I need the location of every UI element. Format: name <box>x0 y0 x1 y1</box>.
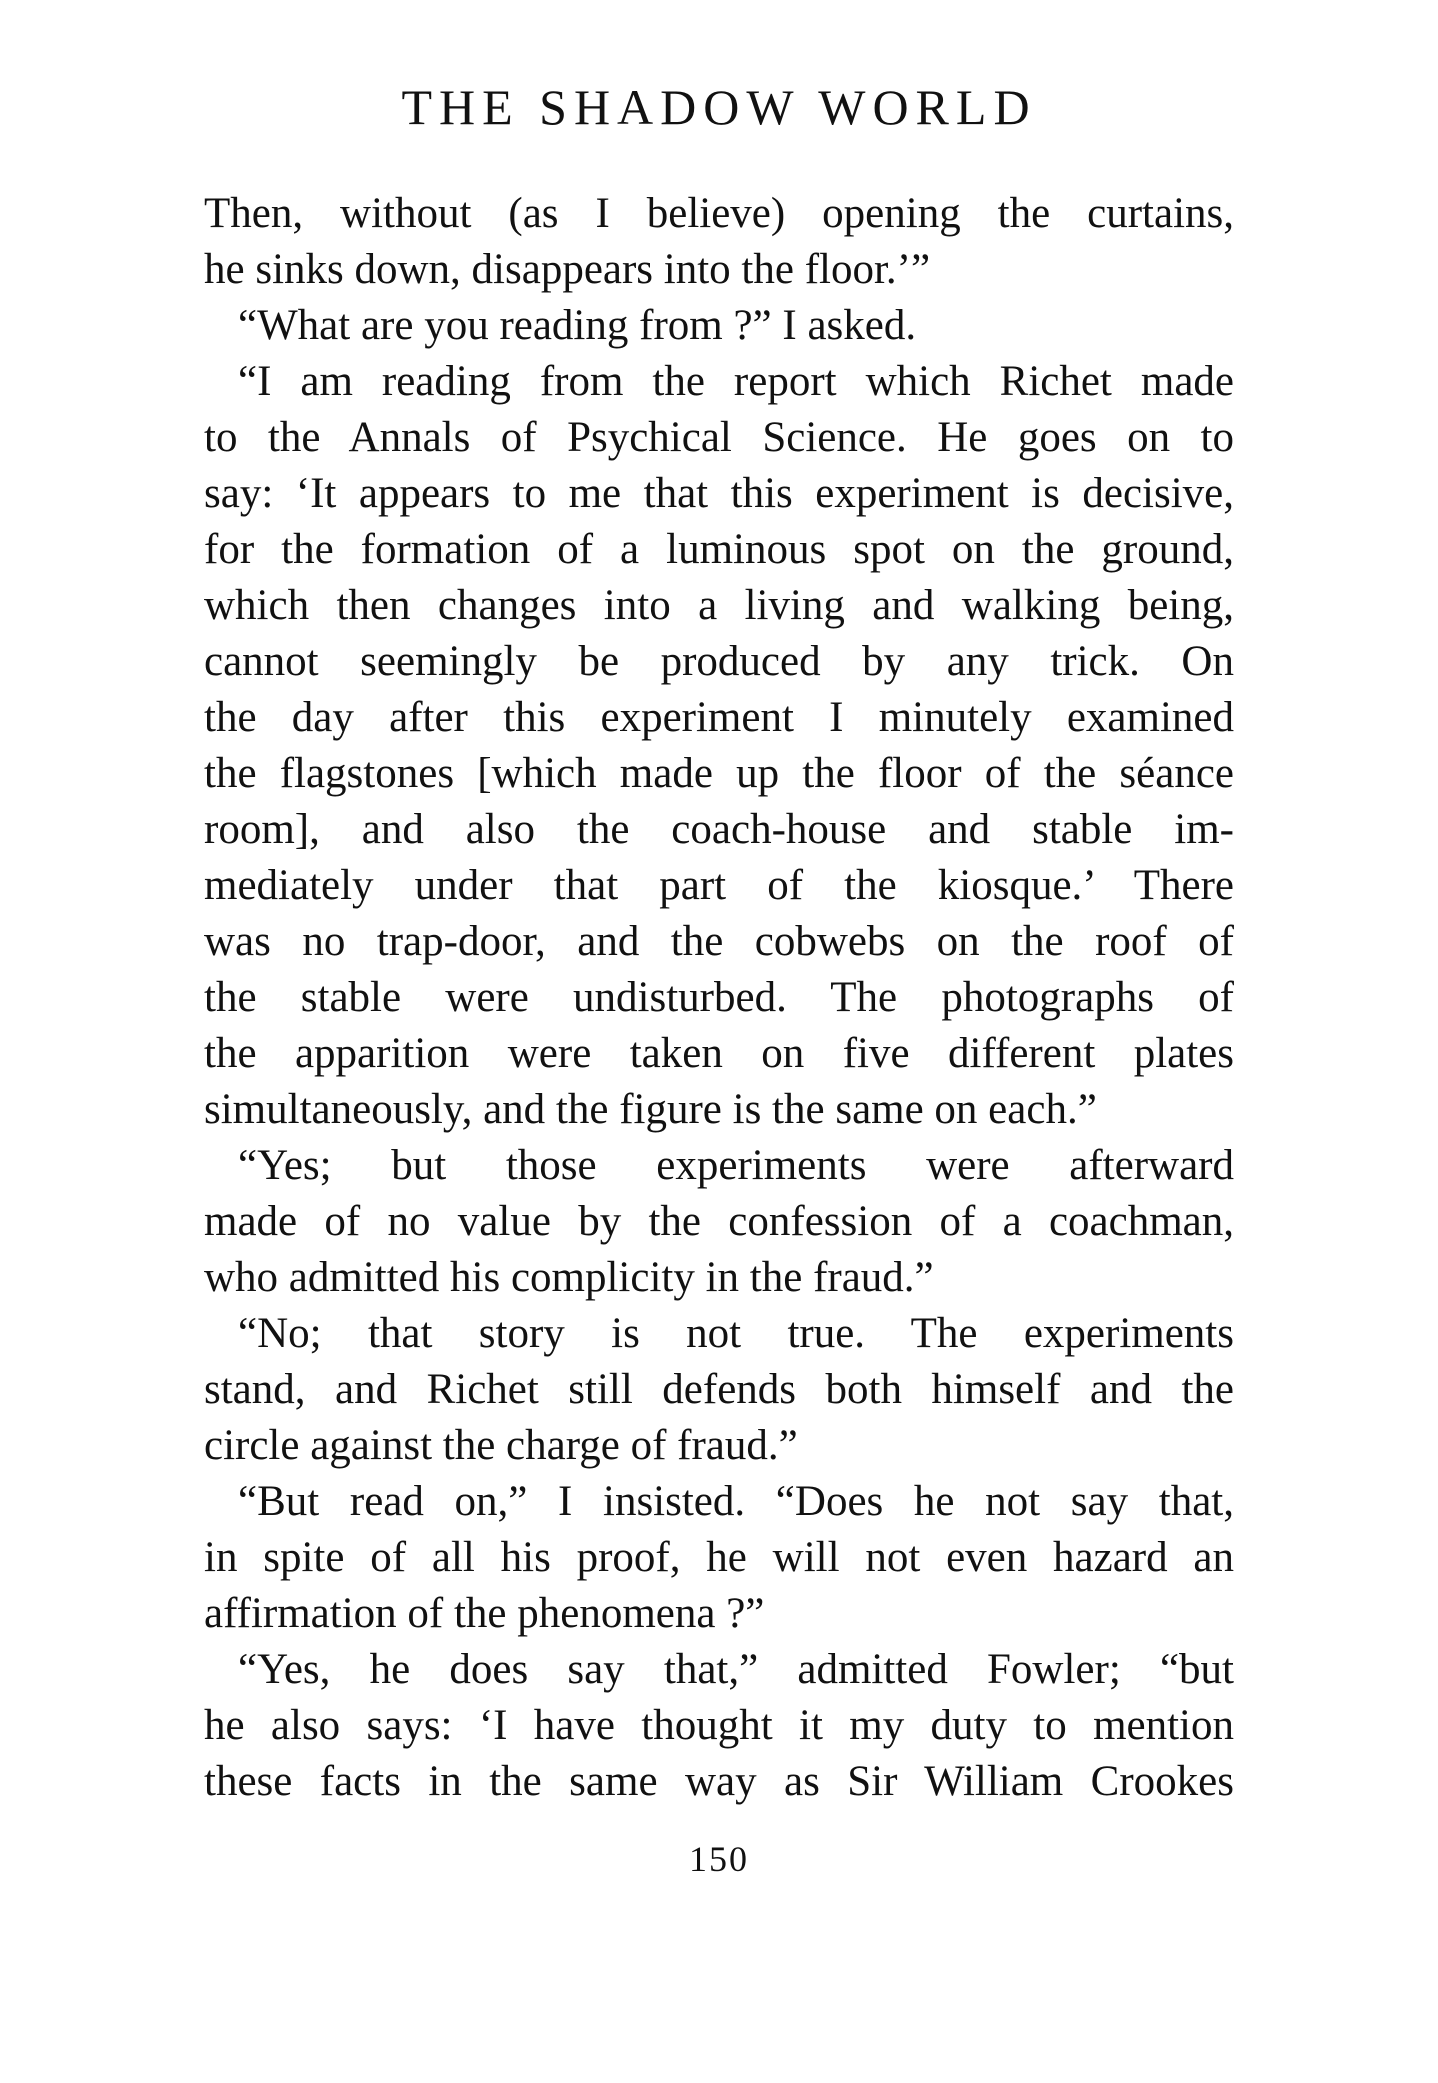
text-line: stand, and Richet still defends both himself and the <box>204 1366 1234 1413</box>
text-line: circle against the charge of fraud.” <box>204 1422 798 1469</box>
text-line: say: ‘It appears to me that this experiment is decisive, <box>204 470 1234 517</box>
text-line: which then changes into a living and walking being, <box>204 582 1234 629</box>
text-line: for the formation of a luminous spot on the ground, <box>204 526 1234 573</box>
text-line: simultaneously, and the figure is the same on each.” <box>204 1086 1097 1133</box>
text-line: mediately under that part of the kiosque.’ There <box>204 862 1234 909</box>
text-line: “No; that story is not true. The experiments <box>238 1310 1234 1357</box>
text-line: “Yes; but those experiments were afterward <box>238 1142 1234 1189</box>
text-line: was no trap-door, and the cobwebs on the roof of <box>204 918 1234 965</box>
text-line: these facts in the same way as Sir William Crookes <box>204 1758 1234 1805</box>
text-line: “I am reading from the report which Richet made <box>238 358 1234 405</box>
text-line: room], and also the coach-house and stable im- <box>204 806 1234 853</box>
text-line: who admitted his complicity in the fraud.” <box>204 1254 934 1301</box>
text-line: in spite of all his proof, he will not even hazard an <box>204 1534 1234 1581</box>
running-head: THE SHADOW WORLD <box>401 79 1037 135</box>
text-line: the day after this experiment I minutely examined <box>204 694 1234 741</box>
text-line: he also says: ‘I have thought it my duty to mention <box>204 1702 1234 1749</box>
text-line: affirmation of the phenomena ?” <box>204 1590 765 1637</box>
text-line: “But read on,” I insisted. “Does he not say that, <box>238 1478 1234 1525</box>
text-line: “What are you reading from ?” I asked. <box>238 302 917 349</box>
text-line: he sinks down, disappears into the floor.’” <box>204 246 931 293</box>
text-line: the stable were undisturbed. The photographs of <box>204 974 1234 1021</box>
text-line: made of no value by the confession of a coachman, <box>204 1198 1234 1245</box>
page-number: 150 <box>689 1839 749 1879</box>
text-line: cannot seemingly be produced by any trick. On <box>204 638 1234 685</box>
text-line: to the Annals of Psychical Science. He goes on to <box>204 414 1234 461</box>
text-line: Then, without (as I believe) opening the curtains, <box>204 190 1234 237</box>
text-line: “Yes, he does say that,” admitted Fowler; “but <box>238 1646 1234 1693</box>
body-text <box>204 186 1234 1810</box>
text-line: the flagstones [which made up the floor of the séance <box>204 750 1234 797</box>
text-line: the apparition were taken on five different plates <box>204 1030 1234 1077</box>
